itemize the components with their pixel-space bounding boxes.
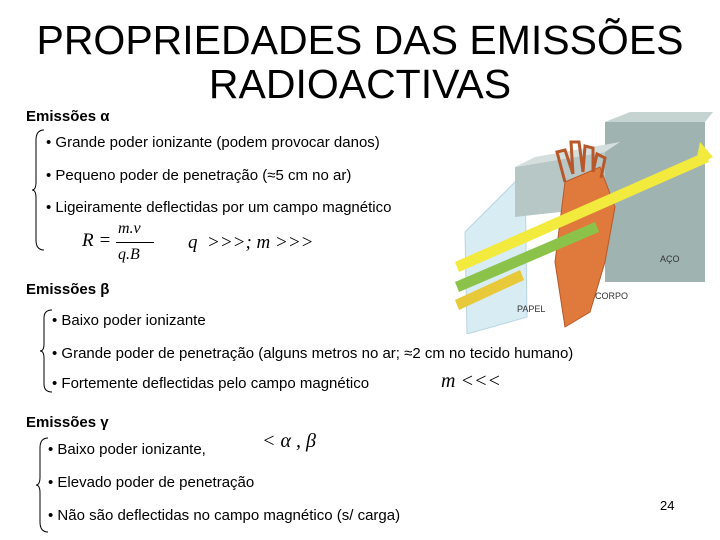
formula-numerator: m.v [118,220,141,237]
gamma-bullet-2: • Elevado poder de penetração [48,474,255,491]
alpha-bullet-2: • Pequeno poder de penetração (≈5 cm no ar) [46,167,352,184]
alpha-heading: Emissões α [26,108,110,125]
steel-block [605,122,705,282]
formula-radius-lhs: R = [82,230,112,251]
alpha-charge-mass-note: q >>>; m >>> [188,232,314,253]
body-label: CORPO [595,291,629,301]
page-number: 24 [660,498,675,513]
beta-bullet-2: • Grande poder de penetração (alguns metros no ar; ≈2 cm no tecido humano) [52,345,574,362]
gamma-heading: Emissões γ [26,414,109,431]
slide-title: PROPRIEDADES DAS EMISSÕES RADIOACTIVAS [36,17,684,107]
alpha-brace [32,128,46,252]
steel-label: AÇO [660,254,680,264]
paper-label: PAPEL [517,304,546,314]
alpha-bullet-3: • Ligeiramente deflectidas por um campo magnético [46,199,392,216]
gamma-bullet-1: • Baixo poder ionizante, [48,441,206,458]
gamma-bullet-3: • Não são deflectidas no campo magnético (s/ carga) [48,507,401,524]
radiation-penetration-illustration [455,112,713,334]
beta-mass-note: m <<< [441,370,501,392]
fraction-bar [116,242,154,243]
beta-bullet-3: • Fortemente deflectidas pelo campo magnético [52,375,370,392]
beta-bullet-1: • Baixo poder ionizante [52,312,206,329]
formula-denominator: q.B [118,246,140,263]
beta-heading: Emissões β [26,281,110,298]
gamma-comparison-note: < α , β [262,430,316,452]
alpha-bullet-1: • Grande poder ionizante (podem provocar danos) [46,134,380,151]
